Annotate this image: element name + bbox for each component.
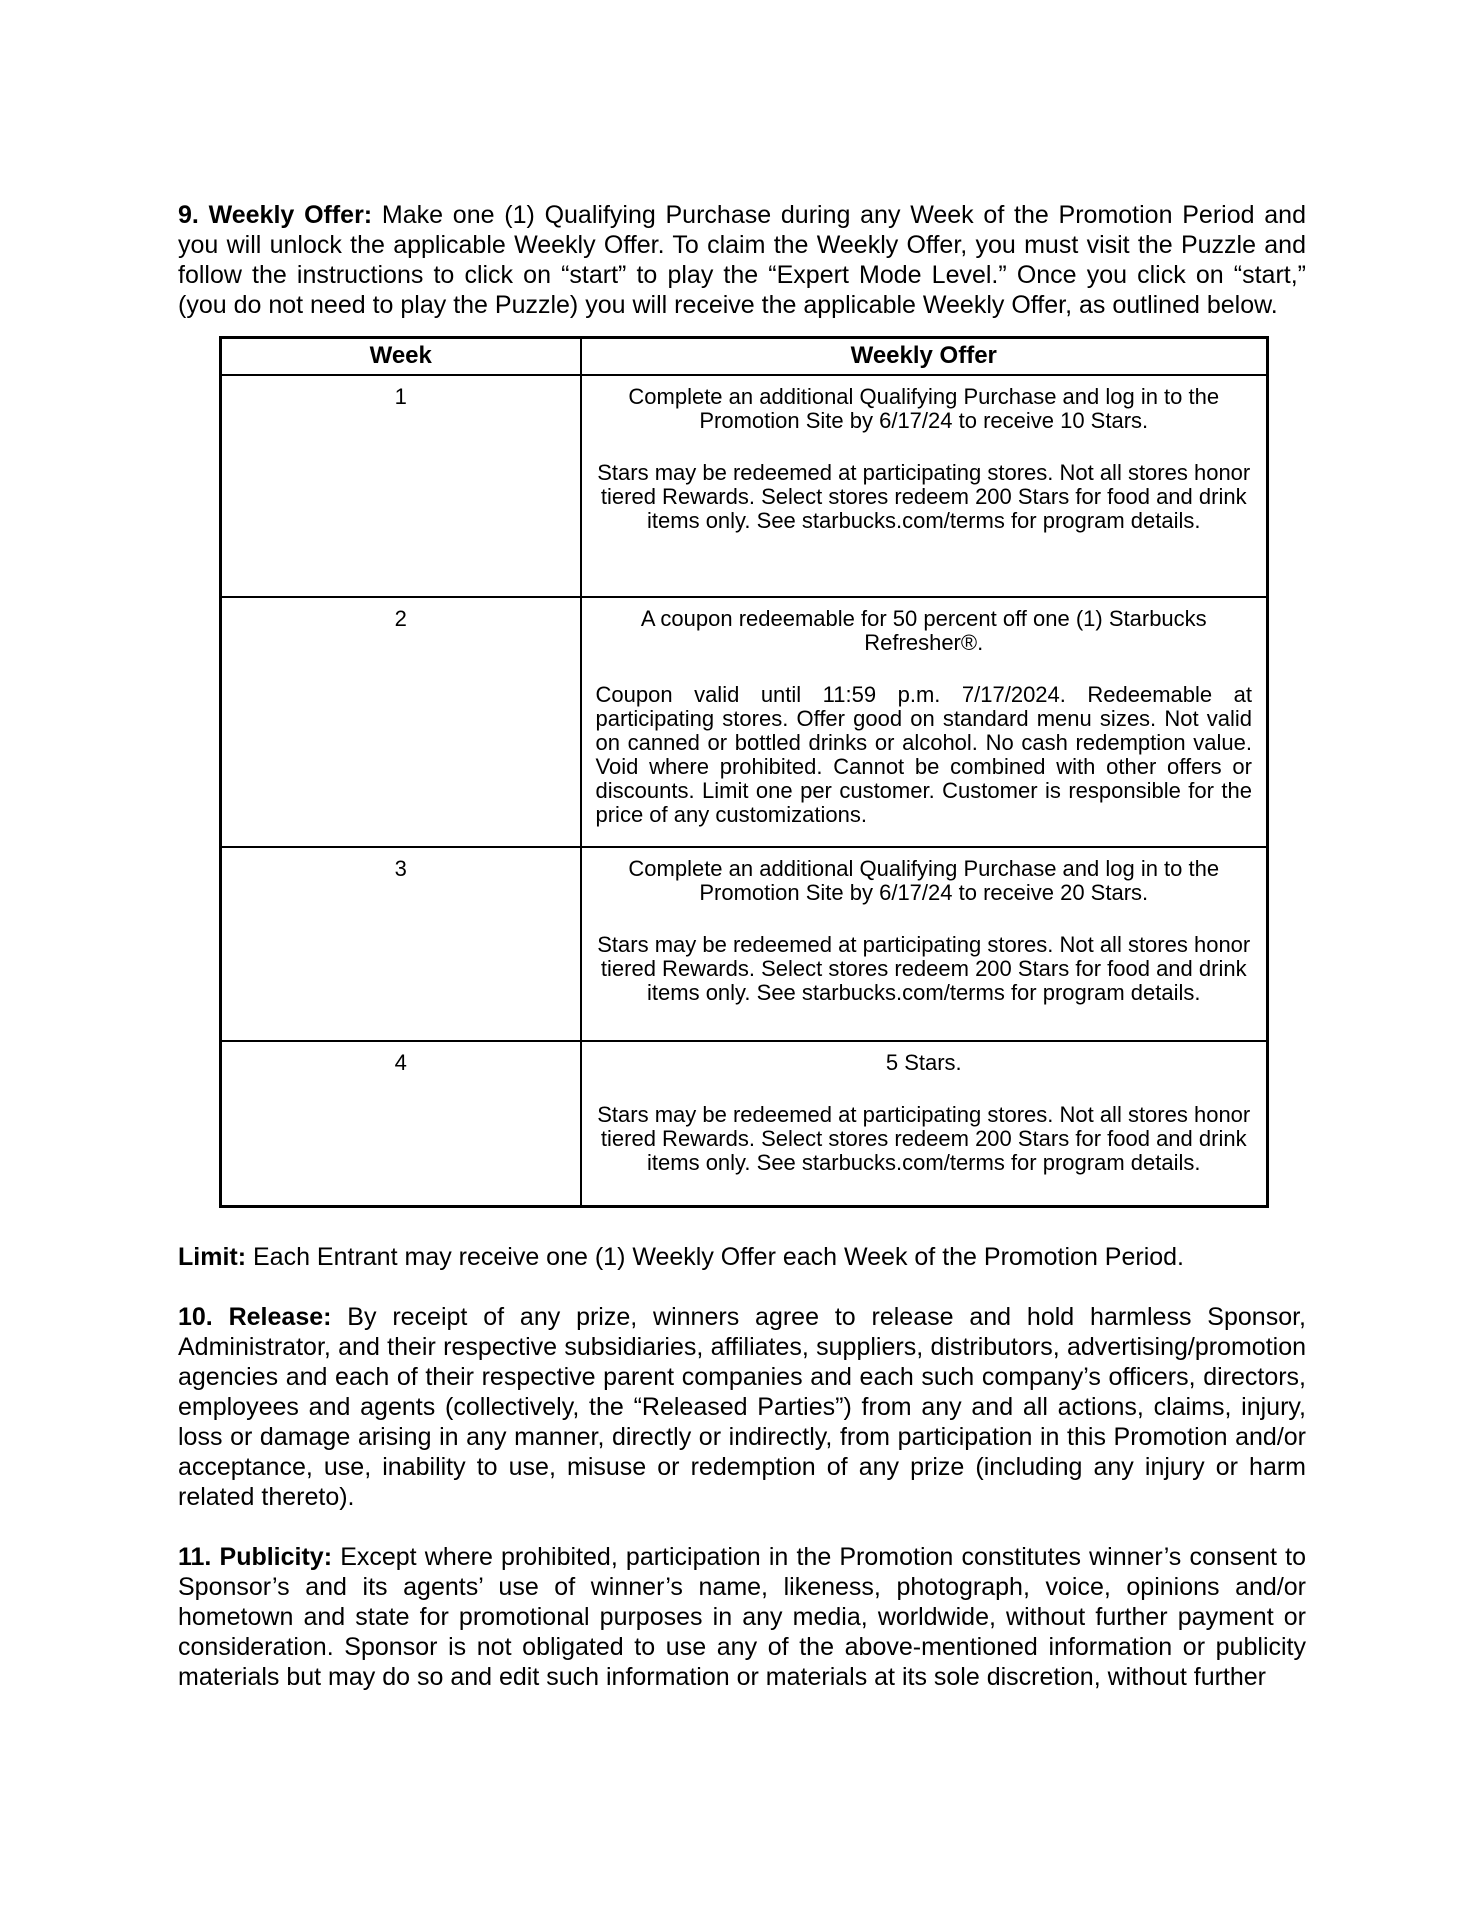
table-header-row <box>221 338 1268 375</box>
table-row-week-3 <box>221 847 1268 1041</box>
week-3-offer-text: Complete an additional Qualifying Purchase and log in to the Promotion Site by 6/17/24 to receive 20 Stars. <box>628 855 1220 905</box>
week-3-offer-cell <box>581 847 1268 1041</box>
week-2-coupon-disclaimer: Coupon valid until 11:59 p.m. 7/17/2024. Redeemable at participating stores. Offer good on standard menu sizes. Not valid on canned or bottled drinks or alcohol. No cash redemption value. Void where prohibited. Cannot be combined with other offers or discounts. Limit one per customer. Customer is responsible for the price of any customizations. <box>595 681 1252 827</box>
table-row-week-4 <box>221 1041 1268 1207</box>
week-1-offer-cell <box>581 375 1268 597</box>
limit-body: Each Entrant may receive one (1) Weekly Offer each Week of the Promotion Period. <box>246 1243 1184 1271</box>
week-4-stars-disclaimer: Stars may be redeemed at participating stores. Not all stores honor tiered Rewards. Select stores redeem 200 Stars for food and drink items only. See starbucks.com/terms for program details. <box>597 1101 1251 1175</box>
section-11-label: 11. Publicity: <box>178 1543 333 1571</box>
week-3-number: 3 <box>221 847 581 1041</box>
week-3-stars-disclaimer: Stars may be redeemed at participating stores. Not all stores honor tiered Rewards. Select stores redeem 200 Stars for food and drink items only. See starbucks.com/terms for program details. <box>597 931 1251 1005</box>
week-2-number: 2 <box>221 597 581 847</box>
section-11-body: Except where prohibited, participation in the Promotion constitutes winner’s consent to Sponsor’s and its agents’ use of winner’s name, likeness, photograph, voice, opinions and/or hometown and state for promotional purposes in any media, worldwide, without further payment or consideration. Sponsor is not obligated to use any of the above-mentioned information or publicity materials but may do so and edit such information or materials at its sole discretion, without further <box>178 1543 1306 1691</box>
table-header-weekly-offer: Weekly Offer <box>581 338 1268 375</box>
section-9-body: Make one (1) Qualifying Purchase during any Week of the Promotion Period and you will unlock the applicable Weekly Offer. To claim the Weekly Offer, you must visit the Puzzle and follow the instructions to click on “start” to play the “Expert Mode Level.” Once you click on “start,” (you do not need to play the Puzzle) you will receive the applicable Weekly Offer, as outlined below. <box>178 201 1306 319</box>
section-10-release-paragraph <box>178 1302 1306 1512</box>
table-row-week-2 <box>221 597 1268 847</box>
table-header-week: Week <box>221 338 581 375</box>
section-11-publicity-paragraph <box>178 1542 1306 1692</box>
week-4-offer-cell <box>581 1041 1268 1207</box>
section-10-label: 10. Release: <box>178 1303 332 1331</box>
section-9-label: 9. Weekly Offer: <box>178 201 373 229</box>
week-1-number: 1 <box>221 375 581 597</box>
week-2-offer-cell <box>581 597 1268 847</box>
table-row-week-1 <box>221 375 1268 597</box>
week-1-stars-disclaimer: Stars may be redeemed at participating stores. Not all stores honor tiered Rewards. Select stores redeem 200 Stars for food and drink items only. See starbucks.com/terms for program details. <box>597 459 1251 533</box>
week-4-number: 4 <box>221 1041 581 1207</box>
section-9-weekly-offer-paragraph <box>178 200 1306 320</box>
weekly-offers-table <box>219 336 1269 1208</box>
section-10-body: By receipt of any prize, winners agree to release and hold harmless Sponsor, Administrator, and their respective subsidiaries, affiliates, suppliers, distributors, advertising/promotion agencies and each of their respective parent companies and each such company’s officers, directors, employees and agents (collectively, the “Released Parties”) from any and all actions, claims, injury, loss or damage arising in any manner, directly or indirectly, from participation in this Promotion and/or acceptance, use, inability to use, misuse or redemption of any prize (including any injury or harm related thereto). <box>178 1303 1306 1511</box>
week-1-offer-text: Complete an additional Qualifying Purchase and log in to the Promotion Site by 6/17/24 to receive 10 Stars. <box>628 383 1220 433</box>
week-2-offer-text: A coupon redeemable for 50 percent off one (1) Starbucks Refresher®. <box>640 605 1207 655</box>
limit-paragraph <box>178 1242 1306 1272</box>
limit-label: Limit: <box>178 1243 247 1271</box>
week-4-offer-text: 5 Stars. <box>885 1049 962 1075</box>
